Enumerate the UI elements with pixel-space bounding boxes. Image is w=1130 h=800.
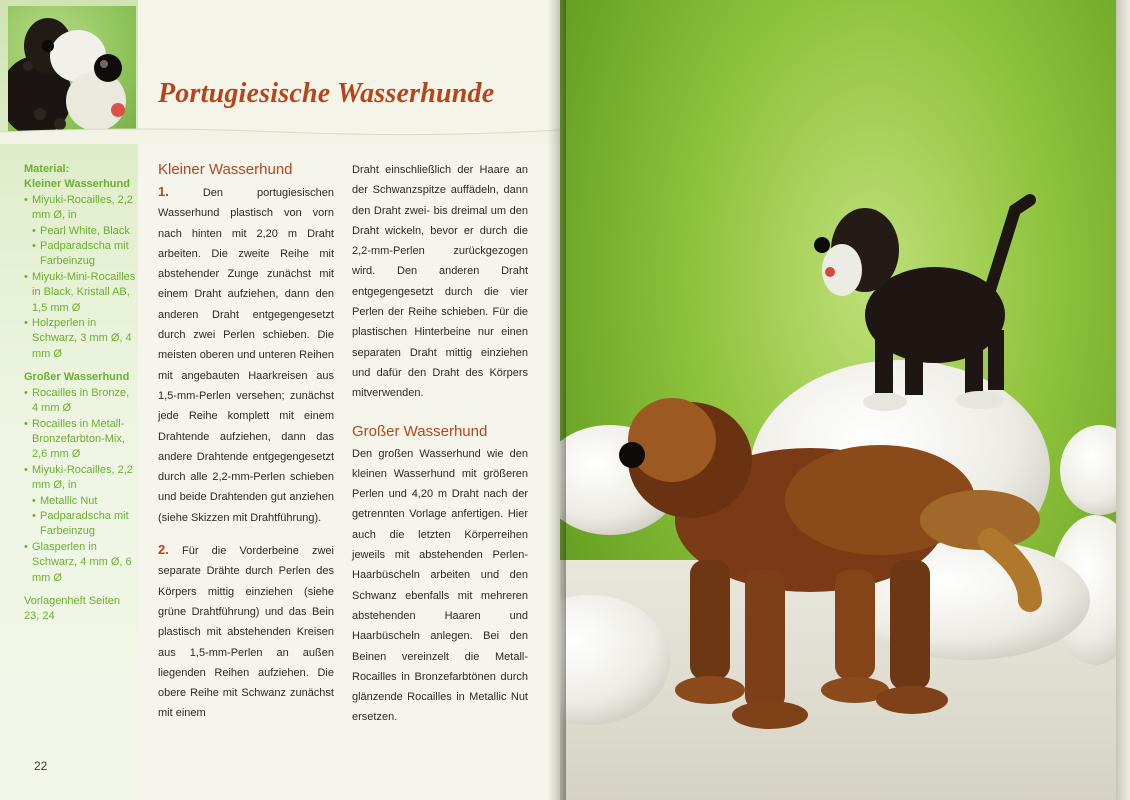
step-text: Den portugiesischen Wasserhund plastisch von vorn nach hinten mit 2,20 m Draht arbeiten. Die zweite Reihe mit abstehender Zunge zunächst mit einem Draht aufziehen, dann den anderen Draht entgegengesetzt durch zwei Perlen schieben. Die meisten oberen und unteren Reihen mit angebauten Haarkreisen aus 1,5-mm-Perlen versehen; zunächst jede Reihe komplett mit einem Drahtende aufziehen, dann das andere Drahtende entgegengesetzt durch alle 2,2-mm-Perlen schieben und beide Drahtenden gut anziehen (siehe Skizzen mit Drahtführung).: [158, 187, 334, 524]
big-dog-heading: Großer Wasserhund: [24, 371, 130, 384]
template-note: Vorlagenheft Seiten 23, 24: [24, 594, 121, 623]
step-text: Für die Vorderbeine zwei separate Drähte durch Perlen des Körpers mittig einziehen (siehe grüne Drahtführung) und das Bein plastisch mit abstehenden Kreisen aus 1,5-mm-Perlen an außen liegenden Reihen aufziehen. Die obere Reihe mit Schwanz zunächst mit einem: [158, 545, 334, 720]
material-item: • Miyuki-Rocailles, 2,2 mm Ø, in: [24, 193, 136, 224]
material-item: • Rocailles in Metall-Bronzefarbton-Mix, 2,6 mm Ø: [24, 417, 136, 463]
text-column-1: [158, 160, 334, 724]
material-item: • Rocailles in Bronze, 4 mm Ø: [24, 386, 136, 417]
step-number: 1.: [158, 184, 169, 199]
page-title: Portugiesische Wasserhunde: [158, 78, 495, 109]
text-column-2: [352, 160, 528, 728]
material-item: • Miyuki-Mini-Rocailles in Black, Kristall AB, 1,5 mm Ø: [24, 270, 136, 316]
material-subitem: • Padparadscha mit Farbeinzug: [24, 509, 136, 540]
material-subitem: • Metallic Nut: [24, 494, 136, 509]
spacer: [24, 586, 136, 594]
section-heading-small-dog: Kleiner Wasserhund: [158, 161, 293, 178]
book-gutter: [548, 0, 566, 800]
header-band: [138, 0, 560, 132]
material-item: • Holzperlen in Schwarz, 3 mm Ø, 4 mm Ø: [24, 316, 136, 362]
right-page-photo: [560, 0, 1130, 800]
beaded-dog-thumbnail: [8, 6, 136, 132]
material-item: • Glasperlen in Schwarz, 4 mm Ø, 6 mm Ø: [24, 540, 136, 586]
step-2-continued: Draht einschließlich der Haare an der Schwanzspitze auffädeln, dann den Draht zwei- bis dreimal um den Draht wickeln, bevor er durch die 2,2-mm-Perlen zurückgezogen wird. Den anderen Draht entgegengesetzt durch die vier Perlen der Reihe schieben. Für die plastischen Hinterbeine nur einen separaten Draht mittig einziehen und dafür den Draht des Körpers mitverwenden.: [352, 164, 528, 400]
small-dog-heading: Kleiner Wasserhund: [24, 178, 130, 191]
material-subitem: • Pearl White, Black: [24, 224, 136, 239]
material-list: [24, 162, 136, 625]
step-2: [158, 540, 334, 724]
material-subitem: • Padparadscha mit Farbeinzug: [24, 239, 136, 270]
big-dog-text: Den großen Wasserhund wie den kleinen Wasserhund mit größeren Perlen und 4,20 m Draht nach der getrennten Vorlage anfertigen. Hier auch die letzten Körperreihen jeweils mit abstehenden Perlen-Haarbüscheln arbeiten und den Schwanz ebenfalls mit mehreren abstehenden Haaren und Haarbüscheln anlegen. Bei den Beinen vereinzelt die Metall-Rocailles in Bronzefarbtönen durch glänzende Rocailles in Metallic Nut ersetzen.: [352, 447, 528, 724]
step-number: 2.: [158, 542, 169, 558]
section-heading-big-dog: Großer Wasserhund: [352, 422, 488, 440]
photo-illustration: [560, 0, 1130, 800]
spacer: [24, 362, 136, 370]
step-1: [158, 182, 334, 528]
page-number: 22: [34, 759, 48, 773]
spacer: [158, 528, 334, 540]
material-item: • Miyuki-Rocailles, 2,2 mm Ø, in: [24, 463, 136, 494]
left-page: [0, 0, 560, 800]
wave-divider: [0, 124, 560, 144]
page-edge: [1116, 0, 1130, 800]
material-heading: Material:: [24, 163, 70, 175]
